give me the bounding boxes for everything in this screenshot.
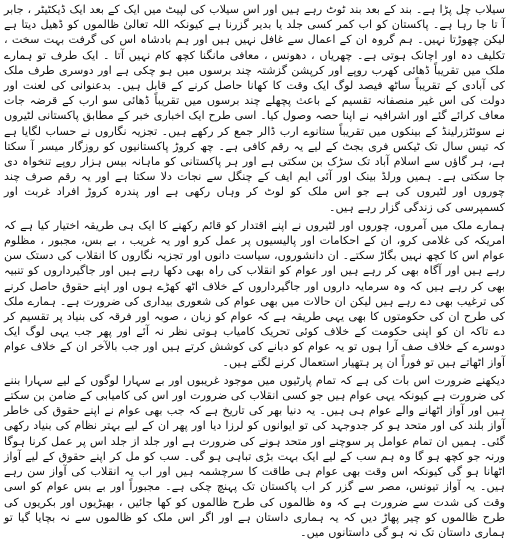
paragraph-1: سیلاب چل پڑا ہے۔ بند کے بعد بند ٹوٹ رہے ہیں اور اس سیلاب کی لپیٹ میں ایک کے بعد ایک ڈیکٹیٹر ، جابر آ تا جا رہا ہے۔ پاکستان کو اب کمر کسی جلد یا بدیر گزرنا ہے کیونکہ اللہ تعالیٰ ظالموں کو ڈھیل دیتا ہے لیکن چھوڑتا نہیں۔ ہم گروہ ان کے اعمال سے غافل نہیں ہیں اور ہم بادشاہ اس کی گرفت بہت سخت ، تکلیف دہ اور اچانک ہوتی ہے۔ چھریاں ، دھونس ، معافی مانگنا کچھ کام نہیں آتا ۔ ایک طرف تو ہمارے ملک میں تقریباً ڈھائی کھرب روپے اور کرپشن گزشتہ چند برسوں میں ہو چکی ہے اور دوسری طرف ملک کی آبادی کے تقریباً ساٹھ فیصد لوگ ایک وقت کا کھانا حاصل کرنے کے قابل ہیں۔ بدعنوانی کی لعنت اور دولت کی اس غیر منصفانہ تقسیم کے باعث پچھلے چند برسوں میں تقریباً ڈھائی سو ارب کے قرضہ جات معاف کرائے گئے اور اشرافیہ نے اپنا حصہ وصول کیا۔ اسی طرح ایک اخباری خبر کے مطابق پاکستانی لٹیروں نے سوئٹزرلینڈ کے بینکوں میں تقریباً ستانوے ارب ڈالر جمع کر رکھے ہیں۔ تجزیہ نگاروں نے حساب لگایا ہے کہ تیس سال تک ٹیکس فری بجٹ کے لیے یہ رقم کافی ہے۔ چھ کروڑ پاکستانیوں کو روزگار میسر آ سکتا ہے، ہر گاؤں سے اسلام آباد تک سڑک بن سکتی ہے اور ہر پاکستانی کو ماہانہ بیس ہزار روپے تنخواہ دی جا سکتی ہے۔ ہمیں ورلڈ بینک اور آئی ایم ایف کے چنگل سے نجات دلا سکتا ہے اور یہ رقم صرف چند چوروں اور لٹیروں کی ہے جو اس ملک کو لوٹ کر وہاں رکھی ہے اور پندرہ کروڑ افراد غربت اور کسمپرسی کی زندگی گزار رہے ہیں۔ [4,3,505,214]
paragraph-2: ہمارے ملک میں آمروں، چوروں اور لٹیروں نے اپنے اقتدار کو قائم رکھنے کا ایک ہی طریقہ اختیار کیا ہے کہ امریکہ کی غلامی کرو، ان کے احکامات اور پالیسیوں پر عمل کرو اور یہ غریب ، بے بس، مجبور ، مظلوم عوام اس کا کچھ نہیں بگاڑ سکتے۔ ان دانشوروں، سیاست دانوں اور تجزیہ نگاروں کا انقلاب کی دستک سن رہے ہیں اور آگاہ بھی کر رہے ہیں اور عوام کو انقلاب کی راہ بھی دکھا رہے ہیں اور جاگیرداروں کو تنبیہ بھی کر رہے ہیں کہ وہ سرمایہ داروں اور جاگیرداروں کے خلاف اٹھ کھڑے ہوں اور اپنے حقوق حاصل کرنے کی ترغیب بھی دے رہے ہیں لیکن ان حالات میں بھی عوام کی شعوری بیداری کی ضرورت ہے۔ ہمارے ملک کی طرح ان کی حکومتوں کا بھی یہی طریقہ ہے کہ عوام کو زبان ، صوبہ اور فرقہ کی بنیاد پر تقسیم کر دے تاکہ ان کو اپنی حکومت کے خلاف کوئی تحریک کامیاب ہوتی نظر نہ آئے اور پھر جب یہی لوگ ایک دوسرے کے خلاف صف آرا ہوں تو یہ عوام کو دبانے کی کوشش کرتے ہیں اور جب بالآخر ان کے خلاف عوام آواز اٹھاتے ہیں تو فوراً ان پر ہتھیار استعمال کرنے لگتے ہیں۔ [4,218,505,369]
paragraph-3: دیکھنے ضرورت اس بات کی ہے کہ تمام پارٹیوں میں موجود غریبوں اور بے سہارا لوگوں کے لیے سہارا بننے کی ضرورت ہے کیونکہ یہی عوام ہیں جو کسی انقلاب کی ضرورت اور اس کی کامیابی کے ضامن بن سکتے ہیں اور آواز اٹھانے والے عوام ہی ہیں۔ یہ دنیا بھر کی تاریخ ہے کہ جب بھی عوام نے اپنے حقوق کی خاطر آواز بلند کی اور متحد ہو کر جدوجہد کی تو ایوانوں کو لرزا دیا اور پھر ان کے لیے بہتر نظام کی بنیاد رکھی گئی۔ ہمیں ان تمام عوامل پر سوچنے اور متحد ہونے کی ضرورت ہے اور جلد از جلد اس پر عمل کرنا ہوگا ورنہ جو کچھ ہو گا وہ ہم سب کے لیے ایک بہت بڑی تباہی ہو گی۔ سب کو مل کر اپنے حقوق کے لیے آواز اٹھانا ہو گی کیونکہ اس وقت بھی عوام ہی طاقت کا سرچشمہ ہیں اور اب یہ انقلاب کی آواز سن رہے ہیں۔ یہ آواز تیونس، مصر سے گزر کر اب پاکستان تک پہنچ چکی ہے۔ مجبوراً اور بے بس عوام کو اسی وقت کی شدت سے ضرورت ہے کہ وہ ظالموں کی طرح ظالموں کو کھا جائیں ، بھیڑیوں اور بکریوں کی طرح ظالموں کو چیر پھاڑ دیں کہ یہ ہماری داستان ہے اور اگر اس ملک کو ظالموں سے نہ بچایا گیا تو ہماری داستان تک نہ ہو گی داستانوں میں۔ [4,373,505,539]
